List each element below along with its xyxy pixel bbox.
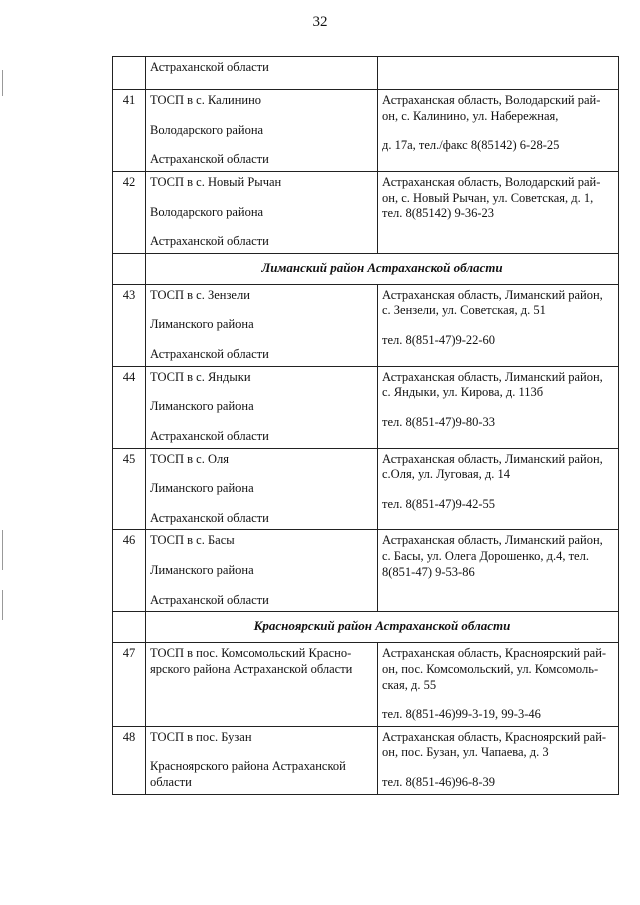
entry-name-line: Лиманского района — [150, 563, 254, 577]
entry-address-cell — [378, 530, 619, 612]
entry-address-line: Астраханская область, Лиманский район, — [382, 451, 603, 466]
entry-phone-line: тел. 8(851-47)9-80-33 — [382, 414, 496, 429]
entry-number: 41 — [113, 90, 146, 172]
entry-name-line: ТОСП в с. Новый Рычан — [150, 174, 282, 189]
entry-name-line: Красноярского района Астраханской области — [150, 759, 346, 789]
registry-body — [113, 57, 619, 795]
entry-address-line: он, пос. Бузан, ул. Чапаева, д. 3 — [382, 745, 549, 760]
entry-address-line: Астраханская область, Володарский рай- — [382, 174, 601, 189]
entry-phone-line: тел. 8(851-47)9-42-55 — [382, 496, 496, 511]
entry-phone-line: тел. 8(851-46)99-3-19, 99-3-46 — [382, 707, 541, 722]
table-row — [113, 171, 619, 253]
entry-name-line: Астраханской области — [150, 234, 269, 249]
entry-name-line: Володарского района — [150, 122, 264, 137]
entry-name-line: ТОСП в с. Оля — [150, 451, 229, 466]
table-row — [113, 284, 619, 366]
entry-address-cell — [378, 366, 619, 448]
entry-name-cell — [146, 726, 378, 794]
entry-number: 44 — [113, 366, 146, 448]
entry-name-line: ТОСП в с. Калинино — [150, 93, 262, 107]
entry-address-line: Астраханская область, Лиманский район, — [382, 287, 603, 302]
district-header-row — [113, 612, 619, 643]
entry-name-line: Володарского района — [150, 204, 264, 219]
page-number: 32 — [312, 14, 328, 30]
entry-address-cell — [378, 171, 619, 253]
entry-address-line: он, с. Новый Рычан, ул. Советская, д. 1, — [382, 190, 594, 205]
entry-name-line: Астраханской области — [150, 510, 269, 525]
entry-number: 45 — [113, 448, 146, 530]
table-row — [113, 90, 619, 172]
entry-name-line: Лиманского района — [150, 481, 254, 496]
table-row — [113, 366, 619, 448]
continuation-name-cell: Астраханской области — [146, 57, 378, 90]
entry-address-line: с. Басы, ул. Олега Дорошенко, д.4, тел. — [382, 549, 589, 563]
entry-name-cell — [146, 366, 378, 448]
entry-name-line: ТОСП в пос. Бузан — [150, 729, 252, 744]
entry-number: 48 — [113, 726, 146, 794]
entry-address-line: с. Яндыки, ул. Кирова, д. 113б — [382, 385, 544, 400]
entry-name-line: Астраханской области — [150, 592, 269, 607]
entry-phone-line: тел. 8(851-46)96-8-39 — [382, 775, 496, 789]
entry-phone-line: д. 17а, тел./факс 8(85142) 6-28-25 — [382, 138, 560, 153]
table-row — [113, 643, 619, 727]
entry-name-cell — [146, 448, 378, 530]
entry-address-line: Астраханская область, Лиманский район, — [382, 533, 603, 548]
entry-name-cell — [146, 90, 378, 172]
entry-name-cell — [146, 530, 378, 612]
table-row — [113, 530, 619, 612]
entry-address-cell — [378, 90, 619, 172]
entry-phone-line: тел. 8(851-47)9-22-60 — [382, 333, 496, 347]
entry-address-line: с.Оля, ул. Луговая, д. 14 — [382, 467, 511, 482]
entry-address-cell — [378, 284, 619, 366]
district-name: Красноярский район Астраханской области — [146, 612, 619, 643]
entry-number: 42 — [113, 171, 146, 253]
entry-address-cell — [378, 448, 619, 530]
entry-address-line: с. Зензели, ул. Советская, д. 51 — [382, 303, 546, 318]
scan-margin-marks — [2, 70, 6, 630]
entry-name-line: Лиманского района — [150, 399, 254, 414]
registry-table — [112, 56, 619, 795]
entry-name-line: ТОСП в с. Басы — [150, 533, 235, 548]
entry-name-line: Астраханской области — [150, 428, 269, 443]
entry-address-line: он, с. Калинино, ул. Набережная, — [382, 108, 559, 123]
entry-address-line: Астраханская область, Красноярский рай- — [382, 646, 607, 661]
entry-address-line: 8(851-47) 9-53-86 — [382, 564, 475, 579]
entry-address-cell — [378, 643, 619, 727]
entry-address-line: Астраханская область, Красноярский рай- — [382, 729, 607, 744]
entry-name-line: ТОСП в пос. Комсомольский Красно- ярского района Астраханской области — [150, 646, 353, 676]
entry-address-line: ская, д. 55 — [382, 677, 437, 692]
continuation-address-cell — [378, 57, 619, 90]
entry-number: 47 — [113, 643, 146, 727]
district-name: Лиманский район Астраханской области — [146, 253, 619, 284]
entry-name-line: Лиманского района — [150, 317, 254, 332]
entry-address-line: Астраханская область, Лиманский район, — [382, 369, 603, 384]
entry-address-line: тел. 8(85142) 9-36-23 — [382, 206, 495, 221]
district-number-cell — [113, 612, 146, 643]
entry-name-line: Астраханской области — [150, 347, 269, 361]
entry-name-line: ТОСП в с. Зензели — [150, 287, 250, 302]
continuation-number-cell — [113, 57, 146, 90]
table-row — [113, 448, 619, 530]
table-row — [113, 726, 619, 794]
entry-number: 43 — [113, 284, 146, 366]
entry-number: 46 — [113, 530, 146, 612]
entry-address-line: Астраханская область, Володарский рай- — [382, 93, 601, 107]
entry-name-cell — [146, 643, 378, 727]
district-header-row — [113, 253, 619, 284]
continuation-row — [113, 57, 619, 90]
entry-name-cell — [146, 284, 378, 366]
entry-address-cell — [378, 726, 619, 794]
entry-address-line: он, пос. Комсомольский, ул. Комсомоль- — [382, 661, 599, 676]
entry-name-line: ТОСП в с. Яндыки — [150, 369, 251, 384]
district-number-cell — [113, 253, 146, 284]
entry-name-line: Астраханской области — [150, 152, 269, 167]
entry-name-cell — [146, 171, 378, 253]
